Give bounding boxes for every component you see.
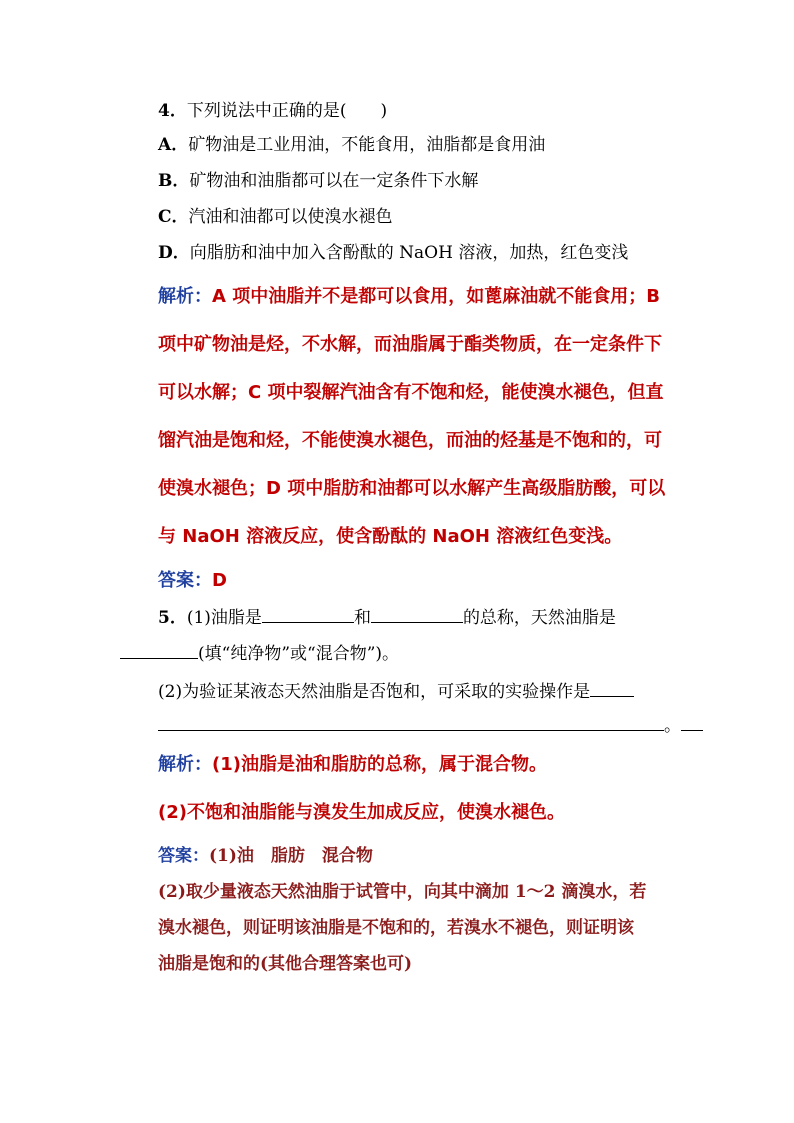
q4-stem-text: 下列说法中正确的是( ) [186,101,388,121]
q5-blank-4[interactable] [590,678,634,697]
q5-part2-end: 。 [664,716,681,736]
q5-part1-text-d: (填“纯净物”或“混合物”)。 [198,644,400,664]
q4-option-a [158,134,545,156]
q5-part1-text-b: 和 [353,608,371,628]
q4-option-b-text: 矿物油和油脂都可以在一定条件下水解 [189,171,479,191]
q4-option-a-text: 矿物油是工业用油，不能食用，油脂都是食用油 [188,135,546,155]
q5-part1-text-c: 的总称，天然油脂是 [462,608,616,628]
q5-blank-6[interactable] [681,712,703,731]
q4-option-c [158,206,393,228]
q4-analysis-line-5: 使溴水褪色；D 项中脂肪和油都可以水解产生高级脂肪酸，可以 [158,478,666,499]
q5-blank-5[interactable] [158,712,664,731]
q4-analysis-label: 解析： [158,286,212,307]
q4-option-b [158,170,478,192]
q5-analysis-line-2: (2)不饱和油脂能与溴发生加成反应，使溴水褪色。 [158,802,565,823]
q5-part2-line-2 [158,712,703,737]
q4-analysis-line-1 [158,284,660,310]
q5-part1-line-2 [120,640,399,665]
q5-blank-3[interactable] [120,640,198,659]
q4-number: 4． [158,101,187,121]
q4-option-d-text: 向脂肪和油中加入含酚酞的 NaOH 溶液，加热，红色变浅 [189,243,629,263]
q4-option-d-letter: D． [158,243,190,263]
q5-analysis-label: 解析： [158,754,212,775]
q5-blank-2[interactable] [371,604,463,623]
q4-answer-value: D [212,570,227,591]
q4-option-b-letter: B． [158,171,190,191]
q5-answer-text-1: (1)油 脂肪 混合物 [209,846,373,866]
q5-part2-line-1 [158,678,634,703]
q4-option-c-letter: C． [158,207,189,227]
q5-answer-line-2: (2)取少量液态天然油脂于试管中，向其中滴加 1～2 滴溴水，若 [158,882,647,902]
q5-part1-line-1 [158,604,616,629]
q4-option-a-letter: A． [158,135,189,155]
q4-analysis-text-1: A 项中油脂并不是都可以食用，如蓖麻油就不能食用；B [212,286,660,307]
q4-analysis-line-6: 与 NaOH 溶液反应，使含酚酞的 NaOH 溶液红色变浅。 [158,526,623,547]
q5-analysis-text-1: (1)油脂是油和脂肪的总称，属于混合物。 [212,754,547,775]
q5-blank-1[interactable] [262,604,354,623]
q4-answer [158,568,227,594]
q5-answer-line-3: 溴水褪色，则证明该油脂是不饱和的，若溴水不褪色，则证明该 [158,918,634,938]
q5-part2-text: (2)为验证某液态天然油脂是否饱和，可采取的实验操作是 [158,682,591,702]
q5-answer-line-1 [158,845,373,867]
q4-option-d [158,242,628,264]
q4-option-c-text: 汽油和油都可以使溴水褪色 [188,207,393,227]
q5-answer-label: 答案： [158,846,209,866]
q4-stem [158,100,387,122]
q4-analysis-line-3: 可以水解；C 项中裂解汽油含有不饱和烃，能使溴水褪色，但直 [158,382,664,403]
q4-answer-label: 答案： [158,570,212,591]
q5-answer-line-4: 油脂是饱和的(其他合理答案也可) [158,954,413,974]
q4-analysis-line-2: 项中矿物油是烃，不水解，而油脂属于酯类物质，在一定条件下 [158,334,662,355]
q4-analysis-line-4: 馏汽油是饱和烃，不能使溴水褪色，而油的烃基是不饱和的，可 [158,430,662,451]
q5-part1-text-a: (1)油脂是 [186,608,262,628]
q5-analysis-line-1 [158,752,547,778]
q5-number: 5． [158,608,187,628]
